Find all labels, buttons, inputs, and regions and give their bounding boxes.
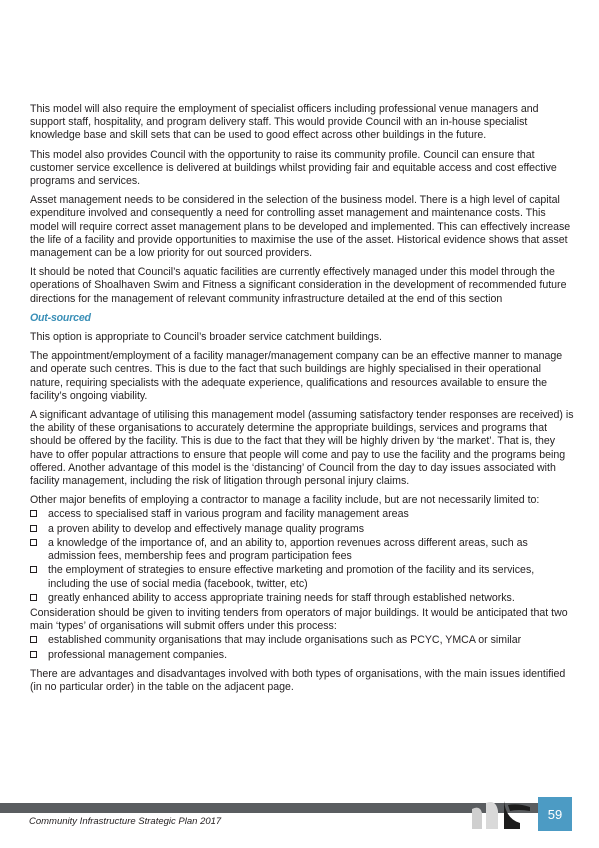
- list-item: [30, 564, 575, 590]
- list-item: [30, 508, 575, 521]
- checkbox-icon: [30, 539, 37, 546]
- list-item: [30, 592, 575, 605]
- paragraph: There are advantages and disadvantages involved with both types of organisations, with the main issues identified (in no particular order) in the table on the adjacent page.: [30, 667, 566, 693]
- list-item-text: professional management companies.: [48, 648, 228, 661]
- paragraph: Asset management needs to be considered in the selection of the business model. There is a high level of capital expenditure involved and consequently a need for controlling asset management and maintenance costs. This model will require correct asset management plans to be developed and implemented. This can effectively increase the life of a facility and provide opportunities to maximise the use of the asset. Historical evidence shows that asset management can be a low priority for out sourced providers.: [30, 194, 571, 260]
- list-item-text: a proven ability to develop and effectively manage quality programs: [48, 522, 365, 535]
- org-types-list: [30, 634, 575, 661]
- paragraph: It should be noted that Council’s aquatic facilities are currently effectively managed under this model through the operations of Shoalhaven Swim and Fitness a significant consideration in the development of recommended future directions for the management of relevant community infrastructure detailed at the end of this section: [30, 266, 567, 305]
- list-item: [30, 523, 575, 536]
- checkbox-icon: [30, 510, 37, 517]
- checkbox-icon: [30, 566, 37, 573]
- list-item: [30, 634, 575, 647]
- paragraph: This model will also require the employment of specialist officers including professional venue managers and support staff, hospitality, and program delivery staff. This would provide Council with an in-house specialist knowledge base and skill sets that can be used to good effect across other buildings in the future.: [30, 103, 539, 142]
- benefits-list: [30, 508, 575, 604]
- list-item: [30, 537, 575, 563]
- page-number: 59: [538, 797, 572, 831]
- paragraph: A significant advantage of utilising this management model (assuming satisfactory tender responses are received) is the ability of these organisations to accurately determine the appropriate buildings, services and programs that should be offered by the facility. This is due to the fact that they will be highly driven by ‘the market’. That is, they have to offer popular attractions to ensure that people will come and pay to use the facility and the programs being offered. Another advantage of this model is the ‘distancing’ of Council from the day to day issues associated with facility management, including the risk of litigation through personal injury claims.: [30, 409, 574, 488]
- document-body: [30, 103, 575, 700]
- paragraph: This option is appropriate to Council’s broader service catchment buildings.: [30, 331, 382, 344]
- list-item-text: established community organisations that may include organisations such as PCYC, YMCA or similar: [48, 634, 522, 647]
- checkbox-icon: [30, 651, 37, 658]
- list-item: [30, 649, 575, 662]
- list-item-text: the employment of strategies to ensure effective marketing and promotion of the facility and its services, including the use of social media (facebook, twitter, etc): [48, 564, 535, 590]
- council-logo-icon: [470, 795, 534, 831]
- paragraph: This model also provides Council with the opportunity to raise its community profile. Council can ensure that customer service excellence is delivered at buildings whilst providing fair and equitable access and cost effective programs and services.: [30, 148, 557, 188]
- footer-bar: [0, 803, 540, 813]
- list-item-text: access to specialised staff in various program and facility management areas: [48, 508, 409, 521]
- list-item-text: greatly enhanced ability to access appropriate training needs for staff through established networks.: [48, 591, 515, 604]
- paragraph: Other major benefits of employing a contractor to manage a facility include, but are not necessarily limited to:: [30, 494, 540, 507]
- section-heading: Out-sourced: [30, 311, 91, 324]
- checkbox-icon: [30, 525, 37, 532]
- checkbox-icon: [30, 594, 37, 601]
- paragraph: The appointment/employment of a facility manager/management company can be an effective manner to manage and operate such centres. This is due to the fact that such buildings are highly specialised in their operational nature, requiring specialists with the adequate experience, qualifications and resources available to ensure the facility’s ongoing viability.: [30, 350, 563, 402]
- list-item-text: a knowledge of the importance of, and an ability to, apportion revenues across different areas, such as admission fees, membership fees and program participation fees: [48, 536, 528, 563]
- paragraph: Consideration should be given to inviting tenders from operators of major buildings. It would be anticipated that two main ‘types’ of organisations will submit offers under this process:: [30, 606, 568, 633]
- footer-title: Community Infrastructure Strategic Plan 2017: [29, 816, 222, 827]
- checkbox-icon: [30, 636, 37, 643]
